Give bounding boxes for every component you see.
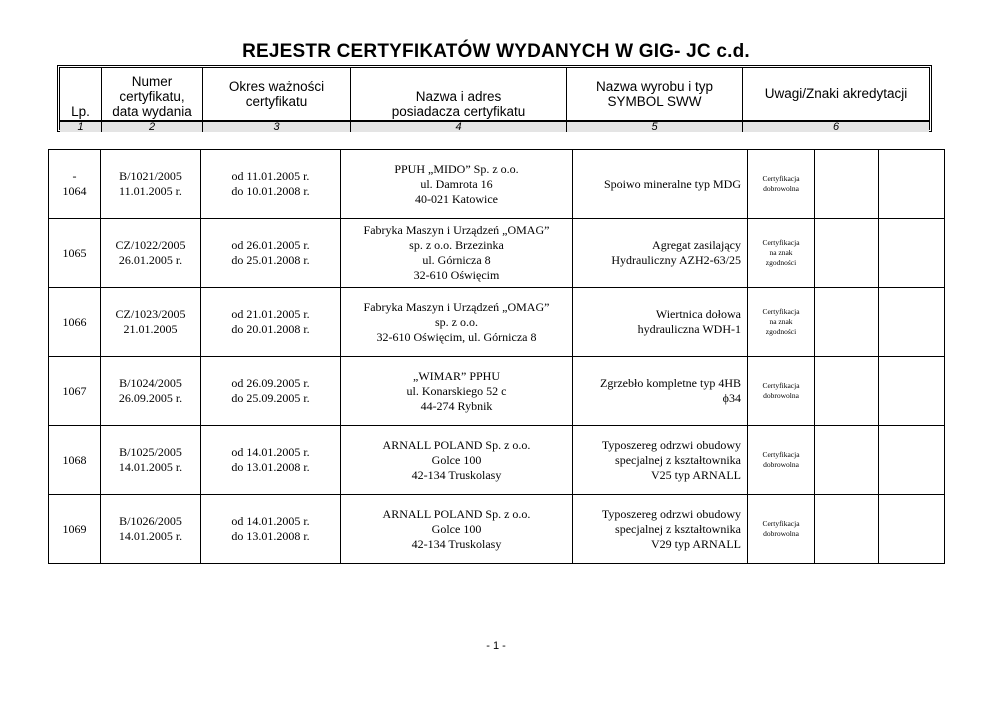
row-note: Certyfikacja dobrowolna [748, 495, 815, 564]
row-holder: Fabryka Maszyn i Urządzeń „OMAG” sp. z o.o. 32-610 Oświęcim, ul. Górnicza 8 [341, 288, 573, 357]
row-note: Certyfikacja dobrowolna [748, 426, 815, 495]
header-cert-number: Numer certyfikatu, data wydania [102, 68, 203, 120]
row-cert-number: B/1025/2005 14.01.2005 r. [101, 426, 201, 495]
row-empty-cell [815, 495, 879, 564]
row-note: Certyfikacja dobrowolna [748, 357, 815, 426]
row-validity: od 14.01.2005 r. do 13.01.2008 r. [201, 495, 341, 564]
row-empty-cell [815, 357, 879, 426]
row-product: Typoszereg odrzwi obudowy specjalnej z kształtownika V25 typ ARNALL [573, 426, 748, 495]
row-product: Wiertnica dołowa hydrauliczna WDH-1 [573, 288, 748, 357]
row-note: Certyfikacja na znak zgodności [748, 219, 815, 288]
row-empty-cell [815, 219, 879, 288]
row-empty-cell [879, 495, 945, 564]
header-validity: Okres ważności certyfikatu [203, 68, 351, 120]
table-row [49, 495, 945, 564]
row-lp: 1068 [49, 426, 101, 495]
row-product: Zgrzebło kompletne typ 4HB ϕ34 [573, 357, 748, 426]
row-lp: - 1064 [49, 150, 101, 219]
table-row [49, 426, 945, 495]
row-validity: od 26.01.2005 r. do 25.01.2008 r. [201, 219, 341, 288]
row-empty-cell [879, 219, 945, 288]
row-empty-cell [815, 288, 879, 357]
row-cert-number: B/1021/2005 11.01.2005 r. [101, 150, 201, 219]
row-empty-cell [815, 426, 879, 495]
row-empty-cell [879, 426, 945, 495]
row-holder: ARNALL POLAND Sp. z o.o. Golce 100 42-134 Truskolasy [341, 426, 573, 495]
row-cert-number: B/1026/2005 14.01.2005 r. [101, 495, 201, 564]
header-num-2: 2 [102, 120, 203, 132]
row-cert-number: CZ/1023/2005 21.01.2005 [101, 288, 201, 357]
header-notes: Uwagi/Znaki akredytacji [764, 86, 908, 101]
row-note: Certyfikacja na znak zgodności [748, 288, 815, 357]
row-product: Agregat zasilający Hydrauliczny AZH2-63/25 [573, 219, 748, 288]
row-validity: od 26.09.2005 r. do 25.09.2005 r. [201, 357, 341, 426]
header-num-5: 5 [567, 120, 743, 132]
row-validity: od 14.01.2005 r. do 13.01.2008 r. [201, 426, 341, 495]
certificates-table [48, 149, 945, 564]
row-holder: PPUH „MIDO” Sp. z o.o. ul. Damrota 16 40-021 Katowice [341, 150, 573, 219]
page-title: REJESTR CERTYFIKATÓW WYDANYCH W GIG- JC c.d. [242, 41, 750, 62]
table-row [49, 150, 945, 219]
row-cert-number: CZ/1022/2005 26.01.2005 r. [101, 219, 201, 288]
row-empty-cell [815, 150, 879, 219]
table-row [49, 288, 945, 357]
header-holder: Nazwa i adres posiadacza certyfikatu [351, 68, 567, 120]
header-product: Nazwa wyrobu i typ SYMBOL SWW [567, 68, 743, 120]
row-empty-cell [879, 150, 945, 219]
row-validity: od 21.01.2005 r. do 20.01.2008 r. [201, 288, 341, 357]
header-lp: Lp. [60, 68, 102, 120]
row-holder: „WIMAR” PPHU ul. Konarskiego 52 c 44-274 Rybnik [341, 357, 573, 426]
row-lp: 1067 [49, 357, 101, 426]
row-note: Certyfikacja dobrowolna [748, 150, 815, 219]
row-lp: 1065 [49, 219, 101, 288]
table-row [49, 219, 945, 288]
row-validity: od 11.01.2005 r. do 10.01.2008 r. [201, 150, 341, 219]
row-cert-number: B/1024/2005 26.09.2005 r. [101, 357, 201, 426]
row-holder: ARNALL POLAND Sp. z o.o. Golce 100 42-134 Truskolasy [341, 495, 573, 564]
row-product: Spoiwo mineralne typ MDG [573, 150, 748, 219]
header-num-1: 1 [60, 120, 102, 132]
header-num-3: 3 [203, 120, 351, 132]
row-lp: 1066 [49, 288, 101, 357]
header-num-6: 6 [743, 120, 929, 132]
row-empty-cell [879, 357, 945, 426]
page-number: - 1 - [486, 640, 506, 652]
table-row [49, 357, 945, 426]
table-header [57, 65, 932, 132]
row-holder: Fabryka Maszyn i Urządzeń „OMAG” sp. z o.o. Brzezinka ul. Górnicza 8 32-610 Oświęcim [341, 219, 573, 288]
row-empty-cell [879, 288, 945, 357]
row-product: Typoszereg odrzwi obudowy specjalnej z kształtownika V29 typ ARNALL [573, 495, 748, 564]
row-lp: 1069 [49, 495, 101, 564]
header-num-4: 4 [351, 120, 567, 132]
